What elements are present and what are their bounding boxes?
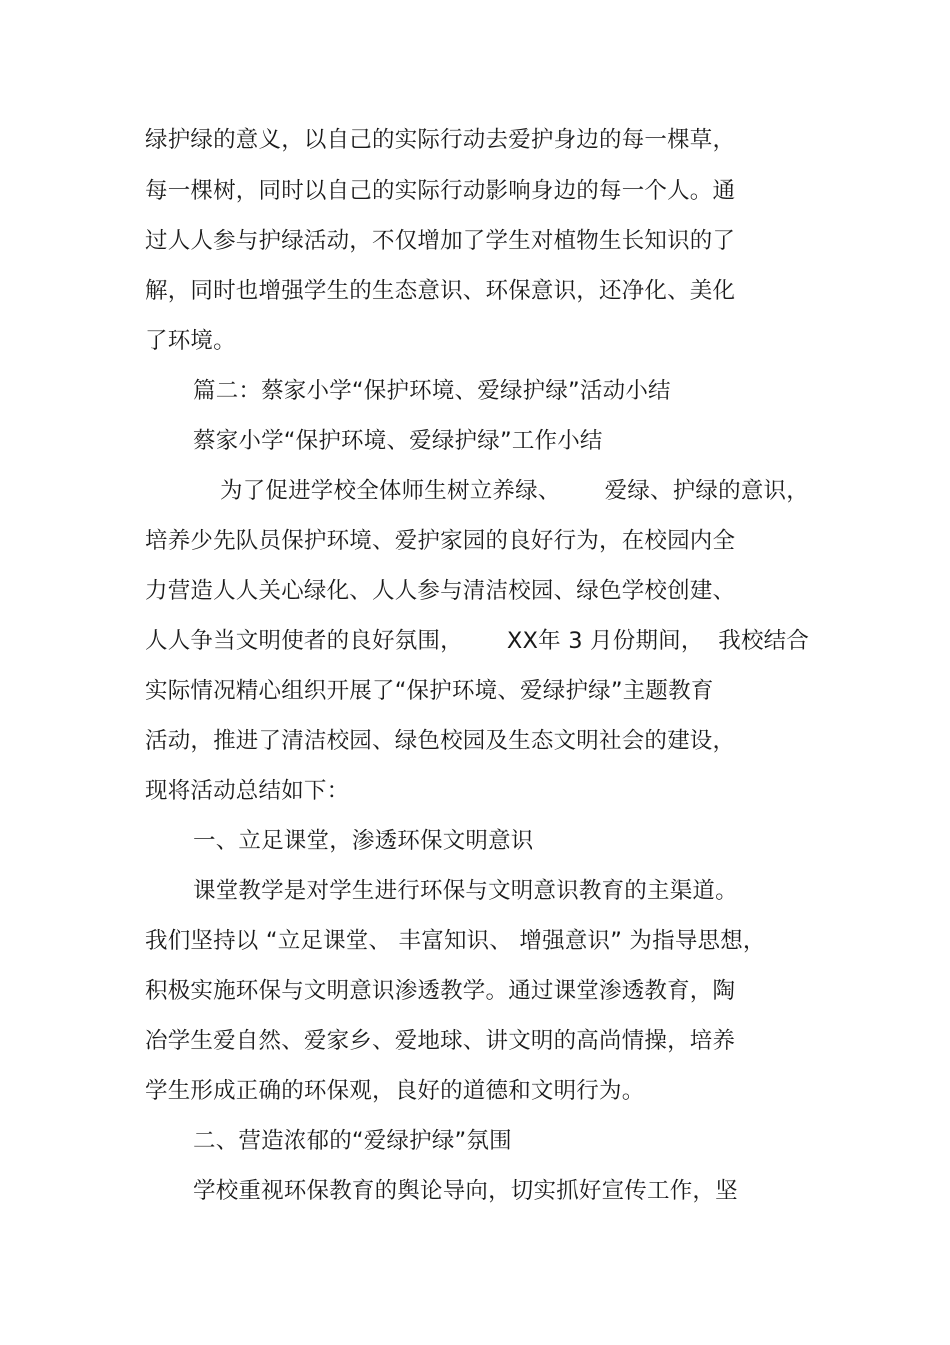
section-heading: 一、立足课堂，渗透环保文明意识 (193, 828, 534, 854)
text-line: 积极实施环保与文明意识渗透教学。通过课堂渗透教育，陶 (145, 978, 736, 1004)
text-line: 了环境。 (145, 328, 236, 354)
text-line: 人人争当文明使者的良好氛围， XX年 3 月份期间， 我校结合 (145, 628, 810, 654)
section-heading: 二、营造浓郁的“爱绿护绿”氛围 (193, 1128, 512, 1154)
text-line: 学生形成正确的环保观，良好的道德和文明行为。 (145, 1078, 645, 1104)
text-line: 我们坚持以 “立足课堂、 丰富知识、 增强意识” 为指导思想， (145, 928, 766, 954)
document-subtitle: 蔡家小学“保护环境、爱绿护绿”工作小结 (193, 428, 603, 454)
text-line: 力营造人人关心绿化、人人参与清洁校园、绿色学校创建、 (145, 578, 736, 604)
text-line: 绿护绿的意义，以自己的实际行动去爱护身边的每一棵草， (145, 127, 736, 153)
text-line: 冶学生爱自然、爱家乡、爱地球、讲文明的高尚情操，培养 (145, 1028, 736, 1054)
text-line: 为了促进学校全体师生树立养绿、 爱绿、护绿的意识， (220, 478, 809, 504)
text-line: 每一棵树，同时以自己的实际行动影响身边的每一个人。通 (145, 178, 736, 204)
text-line: 实际情况精心组织开展了“保护环境、爱绿护绿”主题教育 (145, 678, 714, 704)
text-line: 培养少先队员保护环境、爱护家园的良好行为，在校园内全 (145, 528, 736, 554)
section-title: 篇二：蔡家小学“保护环境、爱绿护绿”活动小结 (193, 378, 671, 404)
text-line: 课堂教学是对学生进行环保与文明意识教育的主渠道。 (193, 878, 738, 904)
text-line: 活动，推进了清洁校园、绿色校园及生态文明社会的建设， (145, 728, 736, 754)
text-line: 解，同时也增强学生的生态意识、环保意识，还净化、美化 (145, 278, 736, 304)
text-line: 过人人参与护绿活动，不仅增加了学生对植物生长知识的了 (145, 228, 736, 254)
text-line: 现将活动总结如下： (145, 778, 350, 804)
text-line: 学校重视环保教育的舆论导向，切实抓好宣传工作，坚 (193, 1178, 738, 1204)
